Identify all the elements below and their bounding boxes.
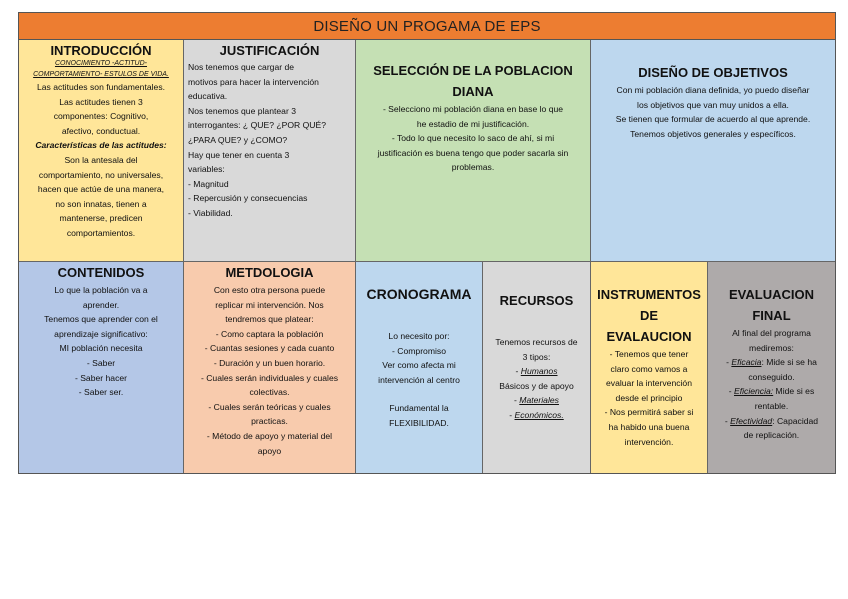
recursos-line: Tenemos recursos de (495, 337, 578, 347)
seleccion-line: - Todo lo que necesito lo saco de ahí, si mi (391, 133, 555, 144)
justificacion-line: motivos para hacer la intervención (188, 76, 319, 87)
evaluacion-efectividad-2: de replicación. (743, 430, 800, 441)
evaluacion-line: Al final del programa (732, 328, 811, 338)
recursos-line: 3 tipos: (522, 351, 551, 362)
introduccion-characteristic: hacen que actúe de una manera, (37, 184, 165, 195)
contenidos-line: Lo que la población va a (54, 285, 148, 295)
contenidos-line: - Saber ser. (78, 387, 124, 398)
cronograma-line: Ver como afecta mi (382, 360, 456, 371)
seleccion-heading-line-2: DIANA (452, 84, 494, 99)
recursos-economicos-label: Económicos. (514, 409, 564, 420)
contenidos-line: - Saber hacer (74, 372, 128, 383)
instrumentos-heading-line-3: EVALAUCION (606, 329, 692, 344)
instrumentos-heading: INSTRUMENTOS (597, 287, 701, 302)
efectividad-text: : Capacidad (772, 415, 819, 426)
evaluacion-line: mediremos: (749, 342, 794, 353)
metodologia-line: apoyo (257, 445, 282, 456)
introduccion-characteristic: Son la antesala del (64, 154, 138, 165)
objetivos-line: Se tienen que formular de acuerdo al que aprende. (615, 114, 811, 125)
introduccion-characteristic: comportamientos. (66, 227, 136, 238)
objetivos-line: Con mi población diana definida, yo puedo diseñar (616, 85, 810, 95)
instrumentos-line: desde el principio (615, 392, 683, 403)
introduccion-characteristic: mantenerse, predicen (59, 213, 143, 224)
introduccion-line: componentes: Cognitivo, (53, 111, 149, 122)
recursos-materiales-label: Materiales (519, 395, 559, 406)
metodologia-line: - Duración y un buen horario. (213, 357, 326, 368)
cronograma-line: Lo necesito por: (388, 331, 450, 341)
justificacion-line: educativa. (188, 91, 228, 102)
seleccion-line: he estadio de mi justificación. (416, 118, 530, 129)
metodologia-line: practicas. (251, 416, 288, 427)
justificacion-line: Nos tenemos que cargar de (188, 62, 295, 72)
justificacion-line: - Repercusión y consecuencias (188, 193, 308, 204)
metodologia-line: - Cuales serán individuales y cuales (200, 372, 339, 383)
objetivos-card (591, 40, 835, 262)
recursos-heading: RECURSOS (499, 293, 574, 308)
introduccion-line: Las actitudes tienen 3 (59, 96, 143, 107)
recursos-basicos: Básicos y de apoyo (499, 380, 574, 391)
evaluacion-eficacia-2: conseguido. (748, 371, 795, 382)
metodologia-heading: METDOLOGIA (225, 265, 314, 280)
contenidos-card (19, 262, 184, 473)
page-title: DISEÑO UN PROGAMA DE EPS (19, 13, 835, 40)
recursos-card (483, 262, 591, 473)
metodologia-card (184, 262, 356, 473)
cronograma-card (356, 262, 483, 473)
metodologia-line: replicar mi intervención. Nos (215, 299, 324, 310)
introduccion-characteristic: no son innatas, tienen a (55, 198, 147, 209)
metodologia-line: - Cuales serán teóricas y cuales (208, 401, 331, 412)
instrumentos-card (591, 262, 708, 473)
justificacion-heading: JUSTIFICACIÓN (219, 43, 320, 58)
introduccion-line: afectivo, conductual. (61, 125, 141, 136)
metodologia-line: - Método de apoyo y material del (206, 430, 333, 441)
instrumentos-line: intervención. (624, 436, 674, 447)
contenidos-line: MI población necesita (59, 343, 143, 354)
introduccion-heading: INTRODUCCIÓN (50, 43, 152, 58)
justificacion-line: ¿PARA QUE? y ¿COMO? (188, 134, 288, 145)
instrumentos-line: ha habido una buena (608, 421, 690, 432)
justificacion-line: - Magnitud (188, 178, 229, 189)
justificacion-line: Nos tenemos que plantear 3 (188, 105, 296, 116)
introduccion-card (19, 40, 184, 262)
evaluacion-card (708, 262, 835, 473)
instrumentos-line: evaluar la intervención (606, 378, 692, 389)
contenidos-line: aprender. (82, 299, 120, 310)
objetivos-heading: DISEÑO DE OBJETIVOS (638, 65, 788, 80)
evaluacion-heading-line-2: FINAL (752, 308, 791, 323)
instrumentos-line: claro como vamos a (610, 363, 688, 374)
metodologia-line: tendremos que platear: (225, 314, 314, 325)
seleccion-line: problemas. (451, 162, 495, 173)
metodologia-line: colectivas. (249, 387, 290, 398)
contenidos-line: aprendizaje significativo: (54, 328, 148, 339)
metodologia-line: - Como captara la población (215, 328, 324, 339)
introduccion-subtitle-2: COMPORTAMIENTO- ESTULOS DE VIDA. (33, 70, 169, 78)
recursos-economicos: - Económicos. (509, 409, 564, 420)
justificacion-card (184, 40, 356, 262)
seleccion-card (356, 40, 591, 262)
contenidos-heading: CONTENIDOS (57, 265, 145, 280)
eficiencia-label: Eficiencia: (734, 386, 774, 397)
eficiencia-text: Mide si es (773, 386, 815, 397)
cronograma-line: - Compromiso (392, 345, 446, 356)
introduccion-characteristic: comportamiento, no universales, (38, 169, 164, 180)
recursos-materiales: - Materiales (514, 395, 559, 406)
metodologia-line: - Cuantas sesiones y cada cuanto (204, 343, 335, 354)
eficacia-text: : Mide si se ha (761, 357, 817, 368)
instrumentos-line: - Nos permitirá saber si (604, 407, 694, 418)
metodologia-line: Con esto otra persona puede (213, 285, 326, 295)
evaluacion-eficiencia: - Eficiencia: Mide si es (728, 386, 815, 397)
evaluacion-eficacia: - Eficacia: Mide si se ha (726, 357, 817, 368)
seleccion-heading: SELECCIÓN DE LA POBLACION (373, 63, 573, 78)
justificacion-line: variables: (188, 164, 225, 175)
recursos-humanos: - Humanos (515, 366, 558, 377)
evaluacion-eficiencia-2: rentable. (754, 400, 789, 411)
objetivos-line: Tenemos objetivos generales y específicos. (630, 128, 796, 139)
instrumentos-line: - Tenemos que tener (609, 349, 689, 359)
eps-program-board (18, 12, 836, 474)
eficacia-label: Eficacia (731, 357, 762, 368)
cronograma-line: Fundamental la (389, 403, 449, 414)
cronograma-heading: CRONOGRAMA (366, 286, 472, 302)
seleccion-line: - Selecciono mi población diana en base lo que (382, 104, 564, 114)
introduccion-subtitle-1: CONOCIMIENTO -ACTITUD- (54, 60, 148, 67)
justificacion-line: - Viabilidad. (188, 207, 233, 218)
objetivos-line: los objetivos que van muy unidos a ella. (637, 99, 789, 110)
contenidos-line: - Saber (86, 357, 116, 368)
instrumentos-heading-line-2: DE (639, 308, 659, 323)
contenidos-line: Tenemos que aprender con el (44, 314, 158, 325)
cronograma-line: FLEXIBILIDAD. (389, 417, 449, 428)
cronograma-line: intervención al centro (378, 374, 460, 385)
justificacion-line: Hay que tener en cuenta 3 (188, 149, 290, 160)
seleccion-line: justificación es buena tengo que poder sacarla sin (377, 147, 569, 158)
justificacion-line: interrogantes: ¿ QUE? ¿POR QUÉ? (188, 120, 327, 131)
evaluacion-heading: EVALUACION (729, 287, 814, 302)
efectividad-label: Efectividad (730, 415, 773, 426)
recursos-humanos-label: Humanos (520, 366, 558, 377)
introduccion-characteristics-label: Características de las actitudes: (35, 140, 167, 151)
evaluacion-efectividad: - Efectividad: Capacidad (724, 415, 819, 426)
introduccion-line: Las actitudes son fundamentales. (36, 82, 166, 92)
